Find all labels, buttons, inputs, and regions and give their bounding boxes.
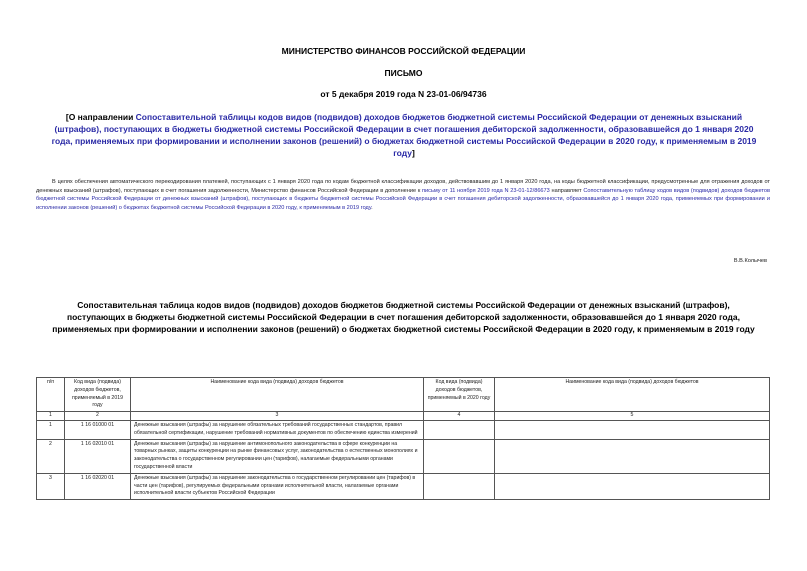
table-column-numbers-row [37, 412, 770, 421]
signature: В.В.Колычев [733, 258, 767, 264]
header-code-2019: Код вида (подвида) доходов бюджетов, применяемый в 2019 году [65, 378, 131, 412]
comparison-table [36, 377, 770, 500]
letter-body [36, 178, 770, 212]
table-row [37, 473, 770, 499]
code-2019: 1 16 02020 01 [65, 473, 131, 499]
code-2020 [424, 439, 495, 473]
header-code-2020: Код вида (подвида) доходов бюджетов, применяемый в 2020 году [424, 378, 495, 412]
row-number: 1 [37, 420, 65, 439]
title-suffix: ] [411, 148, 415, 158]
document-type: ПИСЬМО [384, 68, 423, 78]
reference-letter-link[interactable]: письму от 11 ноября 2019 года N 23-01-12/86673 [422, 187, 550, 194]
table-heading: Сопоставительная таблица кодов видов (подвидов) доходов бюджетов бюджетной системы Российской Федерации от денежных взысканий (штрафов), поступающих в бюджеты бюджетной системы Российской Федерации в счет погашения дебиторской задолженности, образовавшейся до 1 января 2020 года, применяемых при формировании и исполнении законов (решений) о бюджетах бюджетной системы Российской Федерации в 2020 году, к применяемым в 2019 году [52, 300, 755, 334]
col-number: 2 [65, 412, 131, 421]
name-2020 [495, 439, 770, 473]
name-2019: Денежные взыскания (штрафы) за нарушение законодательства о государственном регулировании цен (тарифов) в части цен (тарифов), регулируемых федеральными органами исполнительной власти, налагаемые органами исполнительной власти субъектов Российской Федерации [131, 473, 424, 499]
table-row [37, 439, 770, 473]
header-name-2019: Наименование кода вида (подвида) доходов бюджетов [131, 378, 424, 412]
row-number: 2 [37, 439, 65, 473]
header-name-2020: Наименование кода вида (подвида) доходов бюджетов [495, 378, 770, 412]
code-2020 [424, 420, 495, 439]
header-number: п/п [37, 378, 65, 412]
document-date-number: от 5 декабря 2019 года N 23-01-06/94736 [320, 89, 487, 99]
body-text-end: . [371, 204, 373, 211]
title-link[interactable]: Сопоставительной таблицы кодов видов (подвидов) доходов бюджетов бюджетной системы Российской Федерации от денежных взысканий (штрафов), поступающих в бюджеты бюджетной системы Российской Федерации в счет погашения дебиторской задолженности, образовавшейся до 1 января 2020 года, применяемых при формировании и исполнении законов (решений) о бюджетах бюджетной системы Российской Федерации в 2020 году, к применяемым в 2019 году [51, 112, 757, 158]
name-2019: Денежные взыскания (штрафы) за нарушение обязательных требований государственных стандартов, правил обязательной сертификации, нарушение требований нормативных документов по обеспечению единства измерений [131, 420, 424, 439]
col-number: 4 [424, 412, 495, 421]
code-2020 [424, 473, 495, 499]
body-text-start: В целях обеспечения автоматического перекодирования платежей, поступающих с 1 января 2020 года по кодам бюджетной классификации доходов, действовавшим до 1 января 2020 года, на коды бюджетной классификации, предусмотренные для отражения доходов от денежных взысканий (штрафов), поступающих в счет погашения задолженности, Министерство финансов Российской Федерации в дополнение к [36, 179, 770, 194]
title-prefix: [О направлении [65, 112, 136, 122]
col-number: 1 [37, 412, 65, 421]
name-2020 [495, 473, 770, 499]
table-row [37, 420, 770, 439]
organization-heading: МИНИСТЕРСТВО ФИНАНСОВ РОССИЙСКОЙ ФЕДЕРАЦИИ [281, 46, 526, 56]
body-text-mid: направляет [549, 187, 584, 194]
col-number: 5 [495, 412, 770, 421]
document-title [44, 111, 764, 159]
name-2019: Денежные взыскания (штрафы) за нарушение антимонопольного законодательства в сфере конкуренции на товарных рынках, защиты конкуренции на рынке финансовых услуг, законодательства о естественных монополиях и законодательства о государственном регулировании цен (тарифов), налагаемые федеральными органами государственной власти [131, 439, 424, 473]
comparison-table-link[interactable]: Сопоставительную таблицу кодов видов (подвидов) доходов бюджетов бюджетной системы Российской Федерации от денежных взысканий (штрафов), поступающих в бюджеты бюджетной системы Российской Федерации в счет погашения дебиторской задолженности, образовавшейся до 1 января 2020 года, применяемых при формировании и исполнении законов (решений) о бюджетах бюджетной системы Российской Федерации в 2020 году, к применяемым в 2019 году [36, 187, 770, 211]
col-number: 3 [131, 412, 424, 421]
code-2019: 1 16 01000 01 [65, 420, 131, 439]
table-header-row [37, 378, 770, 412]
name-2020 [495, 420, 770, 439]
row-number: 3 [37, 473, 65, 499]
code-2019: 1 16 02010 01 [65, 439, 131, 473]
